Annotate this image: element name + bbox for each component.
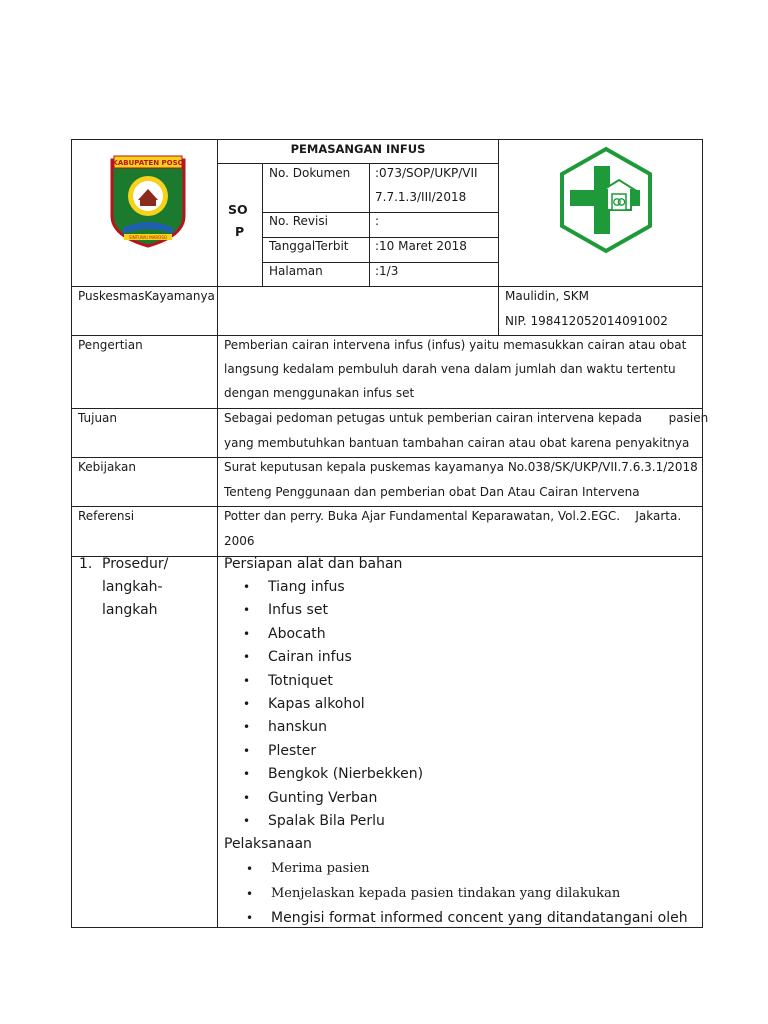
divider (71, 335, 703, 336)
halaman-label: Halaman (269, 264, 323, 278)
kabupaten-poso-emblem-icon (108, 146, 188, 249)
persiapan-item: Kapas alkohol (268, 696, 365, 712)
no-dokumen-value: :073/SOP/UKP/VII (375, 166, 478, 180)
prosedur-label-line: langkah (102, 602, 158, 618)
bullet-icon: • (243, 720, 251, 735)
persiapan-item: Totniquet (268, 672, 333, 689)
puskesmas-name: PuskesmasKayamanya (78, 289, 215, 303)
bullet-icon: • (243, 650, 251, 665)
sop-label: P (235, 224, 245, 239)
tujuan-label: Tujuan (78, 411, 118, 425)
persiapan-item: hanskun (268, 719, 328, 736)
tujuan-text-line: Sebagai pedoman petugas untuk pemberian cairan intervena kepada pasien (224, 411, 709, 425)
kebijakan-text-line: Surat keputusan kepala puskemas kayamanya No.038/SK/UKP/VII.7.6.3.1/2018 (224, 460, 698, 474)
divider (369, 163, 370, 286)
referensi-text-line: 2006 (224, 534, 255, 548)
bullet-icon: • (246, 887, 254, 901)
bullet-icon: • (243, 790, 251, 805)
bullet-icon: • (246, 862, 254, 876)
referensi-text-line: Potter dan perry. Buka Ajar Fundamental Keparawatan, Vol.2.EGC. Jakarta. (224, 509, 682, 523)
bullet-icon: • (243, 814, 251, 828)
tanggal-terbit-value: :10 Maret 2018 (375, 239, 467, 253)
pelaksanaan-title: Pelaksanaan (224, 836, 312, 852)
divider (71, 286, 703, 287)
persiapan-item: Bengkok (Nierbekken) (268, 766, 424, 783)
persiapan-item: Plester (268, 742, 317, 759)
pengertian-text-line: dengan menggunakan infus set (224, 386, 415, 400)
persiapan-item: Cairan infus (268, 649, 352, 666)
bullet-icon: • (243, 580, 251, 594)
no-dokumen-value: 7.7.1.3/III/2018 (375, 190, 467, 204)
pelaksanaan-item: Merima pasien (271, 861, 370, 876)
bullet-icon: • (246, 911, 254, 925)
divider (262, 237, 498, 238)
divider (217, 139, 218, 928)
sop-document (71, 139, 703, 928)
pengertian-text-line: Pemberian cairan intervena infus (infus) yaitu memasukkan cairan atau obat (224, 338, 687, 352)
divider (262, 212, 498, 213)
bullet-icon: • (243, 673, 251, 688)
divider (218, 163, 498, 164)
divider (71, 408, 703, 409)
persiapan-item: Tiang infus (268, 579, 345, 595)
signer-nip: NIP. 198412052014091002 (505, 314, 668, 328)
persiapan-item: Infus set (268, 602, 328, 619)
pengertian-text-line: langsung kedalam pembuluh darah vena dalam jumlah dan waktu tertentu (224, 362, 676, 376)
bullet-icon: • (243, 603, 251, 618)
bullet-icon: • (243, 767, 251, 782)
sop-label: SO (228, 202, 248, 217)
prosedur-number: 1. (79, 556, 93, 572)
divider (498, 139, 499, 336)
persiapan-title: Persiapan alat dan bahan (224, 556, 403, 572)
tanggal-terbit-label: TanggalTerbit (269, 239, 349, 253)
referensi-label: Referensi (78, 509, 135, 523)
no-dokumen-label: No. Dokumen (269, 166, 351, 180)
persiapan-item: Abocath (268, 625, 326, 642)
halaman-value: :1/3 (375, 264, 399, 278)
bullet-icon: • (243, 697, 251, 711)
kebijakan-text-line: Tenteng Penggunaan dan pemberian obat Dan Atau Cairan Intervena (224, 485, 640, 499)
document-title: PEMASANGAN INFUS (290, 142, 426, 156)
divider (262, 163, 263, 286)
persiapan-item: Spalak Bila Perlu (268, 813, 385, 829)
signer-name: Maulidin, SKM (505, 289, 590, 303)
divider (71, 506, 703, 507)
persiapan-item: Gunting Verban (268, 789, 378, 806)
no-revisi-label: No. Revisi (269, 214, 328, 228)
emblem-motto-text: SINTUWU MAROSO (128, 235, 168, 240)
tujuan-text-line: yang membutuhkan bantuan tambahan cairan atau obat karena penyakitnya (224, 436, 690, 450)
no-revisi-value: : (375, 214, 380, 228)
kebijakan-label: Kebijakan (78, 460, 136, 474)
emblem-banner-text: KABUPATEN POSO (112, 159, 184, 167)
pelaksanaan-item: Menjelaskan kepada pasien tindakan yang dilakukan (271, 886, 621, 901)
divider (71, 457, 703, 458)
bullet-icon: • (243, 626, 251, 641)
prosedur-label-line: langkah- (102, 579, 163, 595)
prosedur-label-line: Prosedur/ (102, 556, 169, 572)
pelaksanaan-item: Mengisi format informed concent yang ditandatangani oleh (271, 910, 688, 926)
bullet-icon: • (243, 743, 251, 758)
puskesmas-logo-icon (557, 146, 655, 254)
pengertian-label: Pengertian (78, 338, 143, 352)
divider (262, 262, 498, 263)
